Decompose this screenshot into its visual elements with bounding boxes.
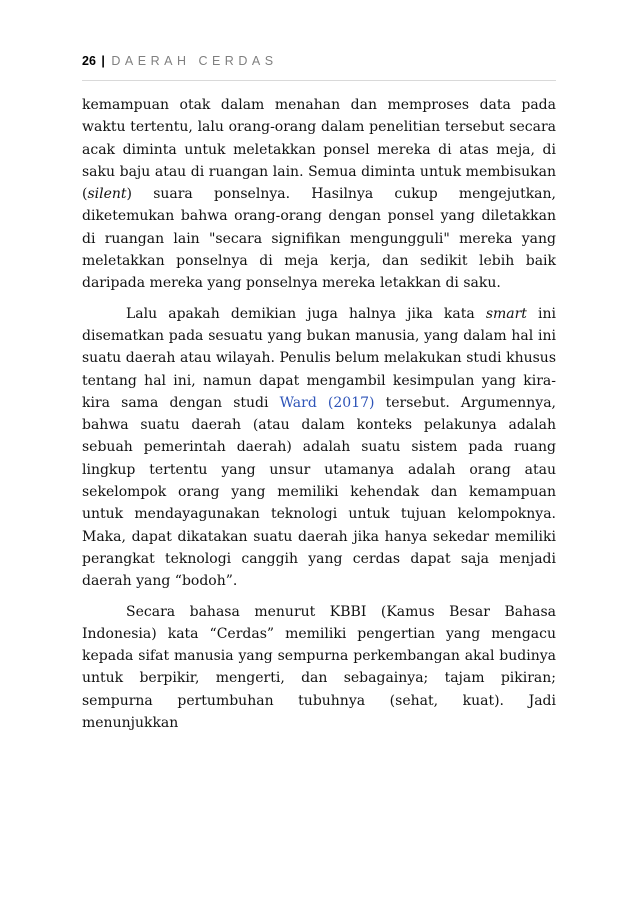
paragraph-3	[82, 601, 556, 735]
paragraph-2-text-b: ini disematkan pada sesuatu yang bukan manusia, yang dalam hal ini suatu daerah atau wilayah. Penulis belum melakukan studi khusus tentang hal ini, namun dapat mengambil kesimpulan yang kira-kira sama dengan studi	[82, 305, 556, 411]
paragraph-2-italic-term: smart	[485, 305, 527, 322]
paragraph-3-text: Secara bahasa menurut KBBI (Kamus Besar Bahasa Indonesia) kata “Cerdas” memiliki pengertian yang mengacu kepada sifat manusia yang sempurna perkembangan akal budinya untuk berpikir, mengerti, dan sebagainya; tajam pikiran; sempurna pertumbuhan tubuhnya (sehat, kuat). Jadi menunjukkan	[82, 603, 556, 732]
paragraph-2	[82, 303, 556, 593]
paragraph-2-text-a: Lalu apakah demikian juga halnya jika kata	[126, 305, 486, 322]
body-text	[82, 94, 556, 742]
paragraph-1-text-b: ) suara ponselnya. Hasilnya cukup mengejutkan, diketemukan bahwa orang-orang dengan ponsel yang diletakkan di ruangan lain "secara signifikan mengungguli" mereka yang meletakkan ponselnya di meja kerja, dan sedikit lebih baik daripada mereka yang ponselnya mereka letakkan di saku.	[82, 186, 556, 292]
citation-link[interactable]: Ward (2017)	[279, 394, 375, 411]
paragraph-2-text-c: tersebut. Argumennya, bahwa suatu daerah (atau dalam konteks pelakunya adalah sebuah pemerintah daerah) adalah suatu sistem pada ruang lingkup tertentu yang unsur utamanya adalah orang atau sekelompok orang yang memiliki kehendak dan kemampuan untuk mendayagunakan teknologi untuk tujuan kelompoknya. Maka, dapat dikatakan suatu daerah jika hanya sekedar memiliki perangkat teknologi canggih yang cerdas dapat saja menjadi daerah yang “bodoh”.	[82, 394, 557, 590]
paragraph-1	[82, 94, 556, 295]
page-number: 26	[82, 54, 96, 68]
paragraph-1-italic-term: silent	[87, 186, 127, 203]
paragraph-1-text-a: kemampuan otak dalam menahan dan memproses data pada waktu tertentu, lalu orang-orang dalam penelitian tersebut secara acak diminta untuk meletakkan ponsel mereka di atas meja, di saku baju atau di ruangan lain. Semua diminta untuk membisukan (	[82, 97, 556, 203]
header-separator: |	[101, 54, 105, 68]
header-book-title: DAERAH CERDAS	[111, 54, 278, 68]
running-header	[82, 54, 556, 81]
